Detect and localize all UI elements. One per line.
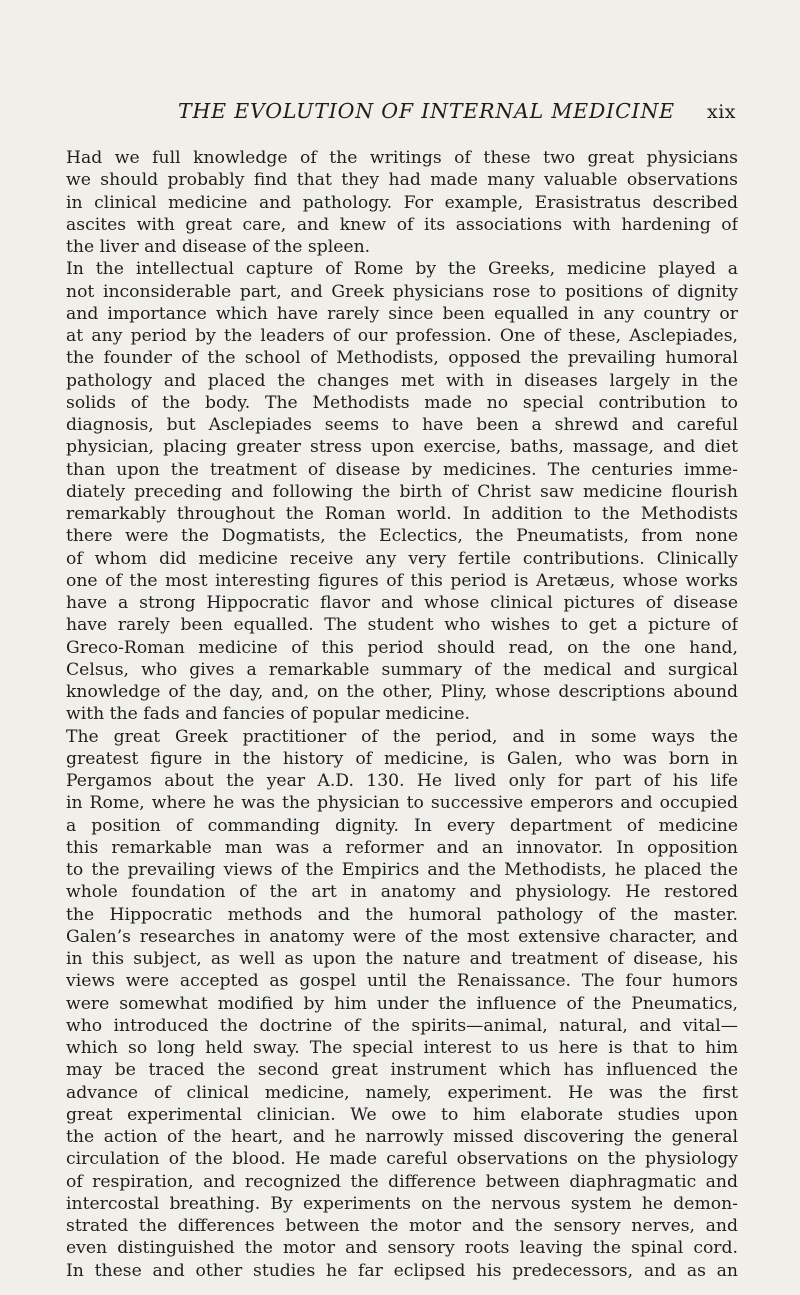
text-line: The great Greek practitioner of the period, and in some ways the [66, 726, 738, 747]
text-line: have a strong Hippocratic flavor and whose clinical pictures of disease [66, 593, 738, 613]
text-line: great experimental clinician. We owe to him elaborate studies upon [66, 1104, 738, 1125]
text-line: knowledge of the day, and, on the other, Pliny, whose descriptions abound [66, 682, 738, 702]
text-line: even distinguished the motor and sensory roots leaving the spinal cord. [66, 1238, 738, 1259]
text-line: in this subject, as well as upon the nature and treatment of disease, his [66, 949, 738, 969]
body-text [66, 147, 738, 1282]
text-line: advance of clinical medicine, namely, experiment. He was the first [66, 1082, 738, 1103]
text-line: the Hippocratic methods and the humoral pathology of the master. [66, 904, 738, 925]
text-line: a position of commanding dignity. In every department of medicine [66, 815, 738, 836]
text-line: there were the Dogmatists, the Eclectics, the Pneumatists, from none [66, 526, 738, 547]
text-line: circulation of the blood. He made careful observations on the physiology [66, 1149, 738, 1170]
text-line: have rarely been equalled. The student who wishes to get a picture of [66, 615, 738, 636]
text-line: In the intellectual capture of Rome by the Greeks, medicine played a [66, 259, 738, 280]
text-line: to the prevailing views of the Empirics and the Methodists, he placed the [66, 860, 738, 880]
text-line: we should probably find that they had made many valuable observations [66, 170, 738, 191]
text-line: and importance which have rarely since been equalled in any country or [66, 303, 738, 324]
text-line: of whom did medicine receive any very fertile contributions. Clinically [66, 548, 738, 569]
text-line: the founder of the school of Methodists, opposed the prevailing humoral [66, 348, 738, 369]
text-line: than upon the treatment of disease by medicines. The centuries imme- [66, 459, 738, 480]
text-line: with the fads and fancies of popular medicine. [66, 704, 471, 725]
text-line: diately preceding and following the birth of Christ saw medicine flourish [66, 481, 738, 502]
text-line: the action of the heart, and he narrowly missed discovering the general [66, 1127, 738, 1147]
text-line: In these and other studies he far eclipsed his predecessors, and as an [66, 1260, 738, 1281]
text-line: physician, placing greater stress upon exercise, baths, massage, and diet [66, 437, 738, 458]
text-line: Had we full knowledge of the writings of these two great physicians [66, 148, 738, 168]
text-line: Galen’s researches in anatomy were of the most extensive character, and [66, 926, 738, 947]
text-line: strated the differences between the motor and the sensory nerves, and [66, 1216, 738, 1236]
text-line: who introduced the doctrine of the spirits—animal, natural, and vital— [66, 1015, 738, 1036]
text-line: this remarkable man was a reformer and an innovator. In opposition [66, 837, 738, 858]
text-line: which so long held sway. The special interest to us here is that to him [66, 1038, 738, 1058]
text-line: in Rome, where he was the physician to successive emperors and occupied [66, 793, 738, 814]
text-line: whole foundation of the art in anatomy and physiology. He restored [66, 882, 738, 903]
text-line: at any period by the leaders of our profession. One of these, Asclepiades, [66, 326, 738, 346]
text-line: not inconsiderable part, and Greek physicians rose to positions of dignity [66, 281, 738, 302]
text-line: may be traced the second great instrument which has influenced the [66, 1060, 738, 1081]
text-line: remarkably throughout the Roman world. In addition to the Methodists [66, 504, 738, 524]
page-header [68, 99, 736, 129]
text-line: of respiration, and recognized the difference between diaphragmatic and [66, 1171, 738, 1192]
text-line: Celsus, who gives a remarkable summary of the medical and surgical [66, 659, 738, 680]
text-line: Greco-Roman medicine of this period should read, on the one hand, [66, 637, 738, 658]
text-line: intercostal breathing. By experiments on the nervous system he demon- [66, 1193, 738, 1214]
text-line: the liver and disease of the spleen. [66, 237, 371, 257]
text-line: Pergamos about the year A.D. 130. He lived only for part of his life [66, 771, 738, 791]
text-line: greatest figure in the history of medicine, is Galen, who was born in [66, 748, 738, 769]
text-line: ascites with great care, and knew of its associations with hardening of [66, 214, 738, 235]
text-line: diagnosis, but Asclepiades seems to have been a shrewd and careful [66, 415, 738, 435]
text-line: in clinical medicine and pathology. For example, Erasistratus described [66, 192, 738, 213]
text-line: one of the most interesting figures of this period is Aretæus, whose works [66, 570, 738, 591]
text-line: solids of the body. The Methodists made no special contribution to [66, 392, 738, 413]
text-line: views were accepted as gospel until the Renaissance. The four humors [66, 971, 738, 992]
text-line: were somewhat modified by him under the influence of the Pneumatics, [66, 993, 738, 1014]
page-number: xix [706, 101, 736, 123]
text-line: pathology and placed the changes met with in diseases largely in the [66, 370, 738, 391]
running-title: THE EVOLUTION OF INTERNAL MEDICINE [178, 99, 675, 123]
